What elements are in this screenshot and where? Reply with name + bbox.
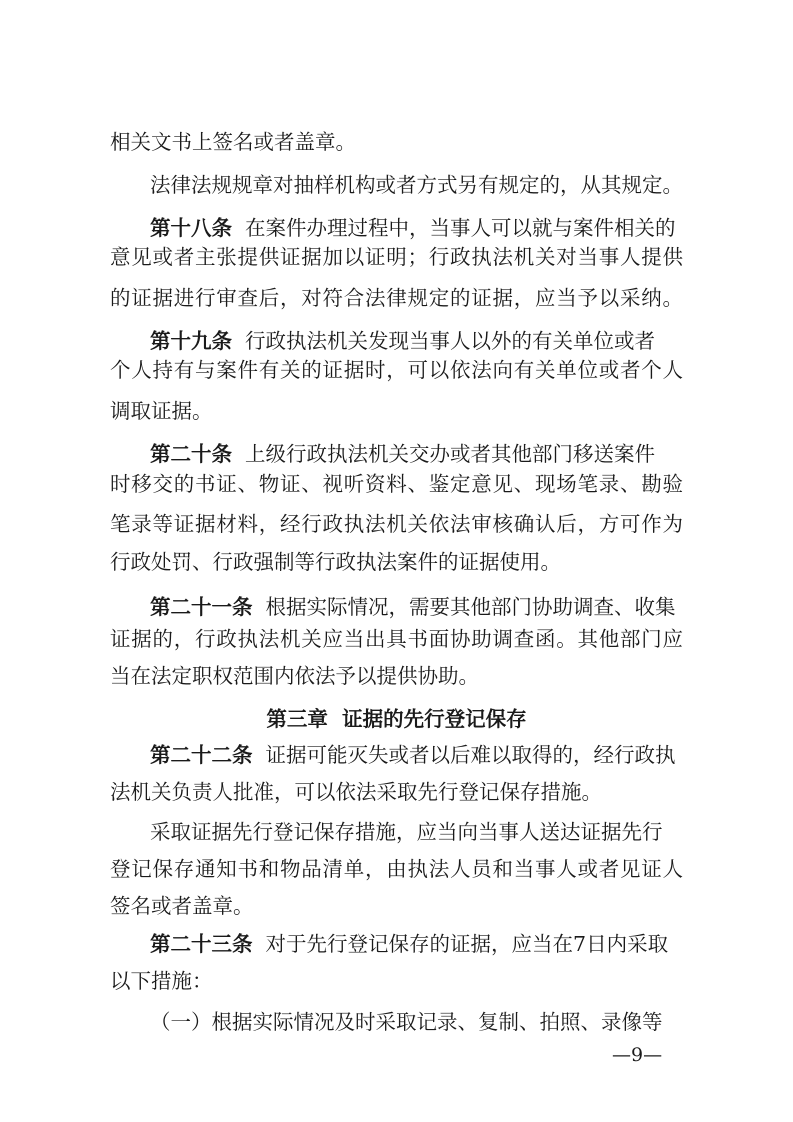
text-line: 的证据进行审查后，对符合法律规定的证据，应当予以采纳。: [110, 286, 683, 310]
text-line: 笔录等证据材料，经行政执法机关依法审核确认后，方可作为: [110, 512, 683, 536]
text-line: 以下措施：: [110, 969, 213, 993]
text-line: （一）根据实际情况及时采取记录、复制、拍照、录像等: [150, 1010, 663, 1034]
text-line: 登记保存通知书和物品清单，由执法人员和当事人或者见证人: [110, 857, 683, 881]
text-line: 行政执法机关发现当事人以外的有关单位或者: [245, 329, 656, 353]
text-line: 意见或者主张提供证据加以证明；行政执法机关对当事人提供: [110, 245, 683, 269]
chapter-heading: 第三章 证据的先行登记保存: [266, 707, 527, 731]
text-line: 证据可能灭失或者以后难以取得的，经行政执: [265, 743, 676, 767]
article-number: 第二十二条: [150, 743, 253, 767]
article-23-line-1: [150, 931, 668, 957]
article-18-line-1: [150, 215, 676, 241]
article-number: 第二十条: [150, 442, 232, 466]
text-line: 当在法定职权范围内依法予以提供协助。: [110, 664, 479, 688]
article-19-line-1: [150, 328, 655, 354]
text-line: 相关文书上签名或者盖章。: [110, 130, 356, 154]
text-line: 个人持有与案件有关的证据时，可以依法向有关单位或者个人: [110, 358, 683, 382]
article-number: 第十八条: [150, 216, 232, 240]
article-22-line-1: [150, 742, 676, 768]
article-number: 第二十三条: [150, 932, 253, 956]
text-line: 上级行政执法机关交办或者其他部门移送案件: [245, 442, 656, 466]
text-line: 根据实际情况，需要其他部门协助调查、收集: [265, 595, 676, 619]
article-number: 第二十一条: [150, 595, 253, 619]
text-line: 签名或者盖章。: [110, 894, 254, 918]
text-line: 对于先行登记保存的证据，应当在7日内采取: [265, 932, 669, 956]
article-21-line-1: [150, 594, 676, 620]
text-line: 在案件办理过程中，当事人可以就与案件相关的: [245, 216, 676, 240]
text-line: 证据的，行政执法机关应当出具书面协助调查函。其他部门应: [110, 627, 683, 651]
article-number: 第十九条: [150, 329, 232, 353]
text-line: 法机关负责人批准，可以依法采取先行登记保存措施。: [110, 780, 602, 804]
text-line: 调取证据。: [110, 399, 213, 423]
article-20-line-1: [150, 441, 655, 467]
text-line: 采取证据先行登记保存措施，应当向当事人送达证据先行: [150, 820, 663, 844]
page-number: —9—: [612, 1044, 663, 1066]
text-line: 行政处罚、行政强制等行政执法案件的证据使用。: [110, 550, 561, 574]
text-line: 时移交的书证、物证、视听资料、鉴定意见、现场笔录、勘验: [110, 472, 683, 496]
text-line: 法律法规规章对抽样机构或者方式另有规定的，从其规定。: [150, 173, 683, 197]
